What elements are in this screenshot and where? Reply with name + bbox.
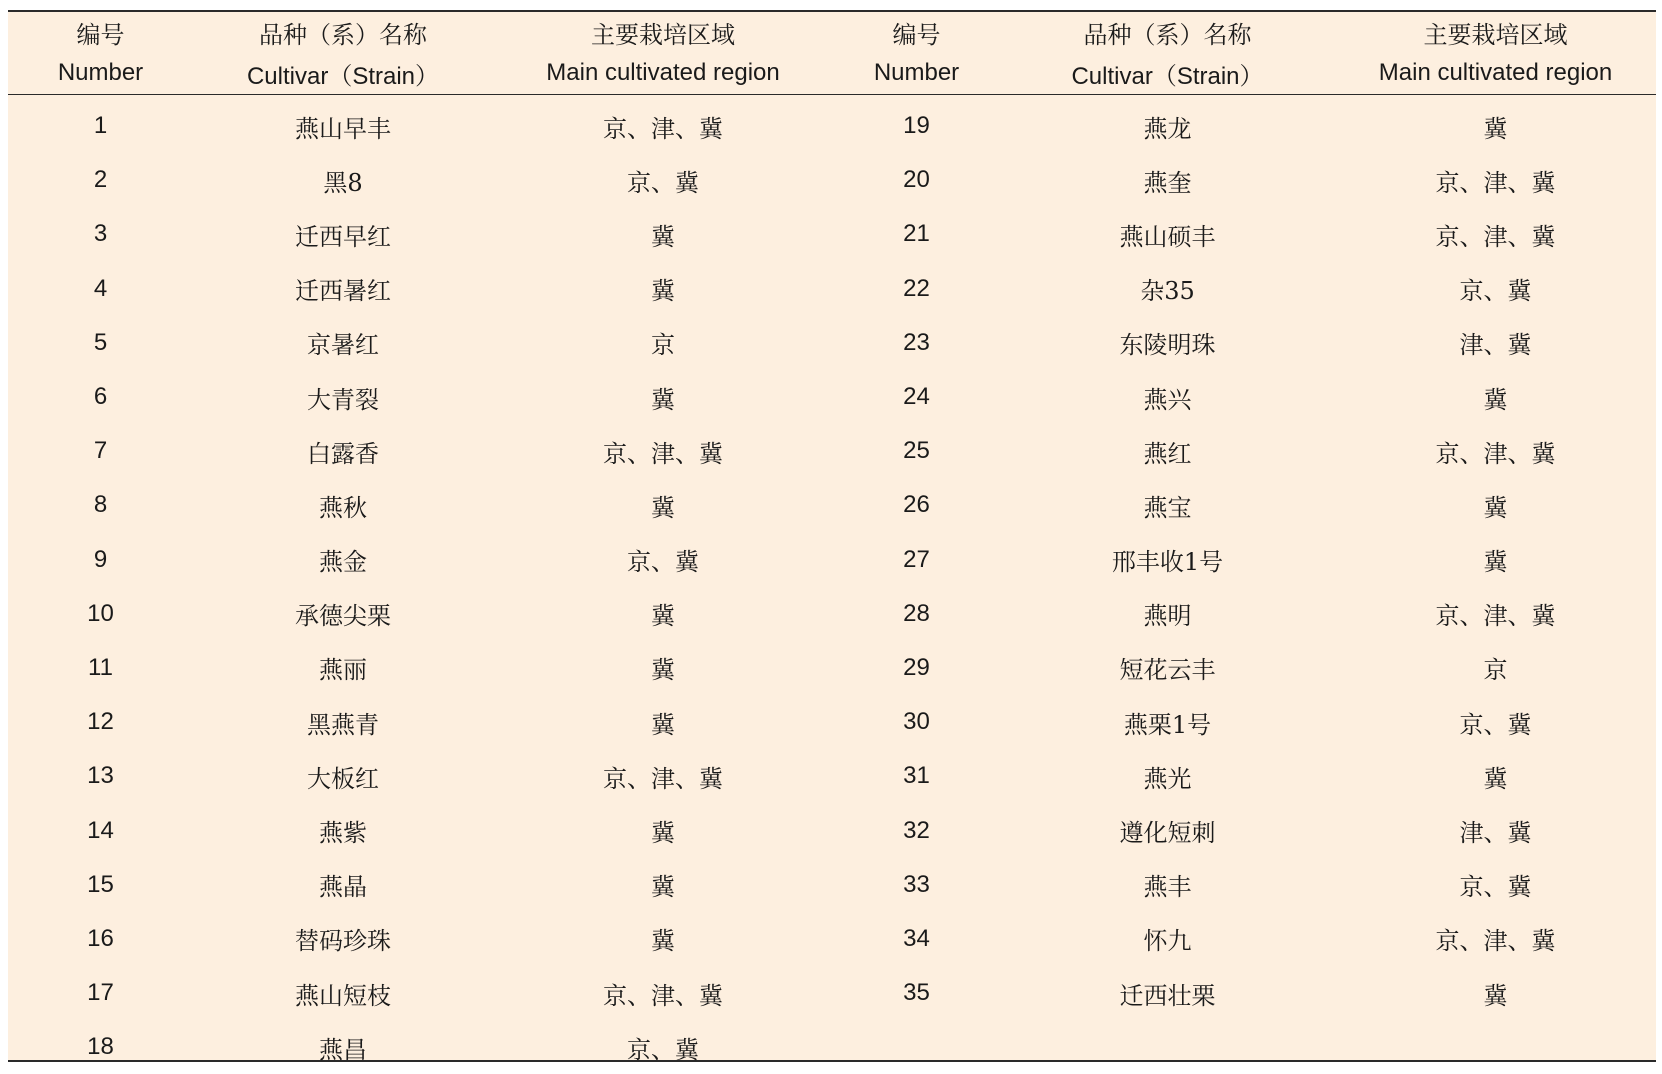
cell-cultivar-right: 燕龙 [1000,95,1335,154]
cell-number: 13 [8,749,193,803]
cell-region-right: 冀 [1335,966,1656,1020]
header-region-cn-right: 主要栽培区域 [1335,12,1656,52]
cell-cultivar: 燕秋 [193,478,493,532]
cell-cultivar: 燕紫 [193,803,493,857]
cell-number: 8 [8,478,193,532]
table-row [8,478,1656,532]
cell-region: 京、冀 [493,153,833,207]
cell-region: 京 [493,316,833,370]
cell-cultivar-right: 东陵明珠 [1000,316,1335,370]
table-row [8,966,1656,1020]
cell-region: 京、津、冀 [493,424,833,478]
cell-cultivar-right: 怀九 [1000,912,1335,966]
cell-region: 京、津、冀 [493,749,833,803]
cell-cultivar: 燕昌 [193,1020,493,1074]
header-number-en-right: Number [833,52,1000,95]
table-row [8,695,1656,749]
cell-number-right: 22 [833,262,1000,316]
table-row [8,424,1656,478]
cell-number-right: 24 [833,370,1000,424]
cell-cultivar-right: 燕光 [1000,749,1335,803]
cell-cultivar: 大青裂 [193,370,493,424]
cell-number-right: 30 [833,695,1000,749]
table-row [8,95,1656,154]
cell-cultivar: 承德尖栗 [193,587,493,641]
cell-cultivar: 燕山早丰 [193,95,493,154]
cell-number-right: 34 [833,912,1000,966]
cell-number: 7 [8,424,193,478]
cell-region: 冀 [493,370,833,424]
cell-cultivar: 黑8 [193,153,493,207]
cell-number-right: 27 [833,533,1000,587]
cell-region-right: 冀 [1335,749,1656,803]
cell-number-right: 29 [833,641,1000,695]
cell-region: 京、津、冀 [493,966,833,1020]
cell-cultivar-right: 短花云丰 [1000,641,1335,695]
cell-region: 冀 [493,641,833,695]
cell-number: 3 [8,207,193,261]
cell-region-right: 冀 [1335,95,1656,154]
header-number-cn: 编号 [8,12,193,52]
cell-cultivar: 迁西早红 [193,207,493,261]
cell-cultivar: 京暑红 [193,316,493,370]
cell-cultivar-right [1000,1020,1335,1074]
cell-cultivar: 燕金 [193,533,493,587]
cell-cultivar-right: 燕宝 [1000,478,1335,532]
cell-region-right: 津、冀 [1335,316,1656,370]
table-row [8,1020,1656,1074]
cell-number-right: 35 [833,966,1000,1020]
cell-cultivar-right: 燕奎 [1000,153,1335,207]
cell-region-right: 京、冀 [1335,695,1656,749]
cell-number-right: 26 [833,478,1000,532]
cell-cultivar-right: 遵化短刺 [1000,803,1335,857]
cell-number-right: 23 [833,316,1000,370]
cell-region-right: 京、津、冀 [1335,207,1656,261]
cell-cultivar: 白露香 [193,424,493,478]
table-row [8,749,1656,803]
cell-number-right: 32 [833,803,1000,857]
cell-number-right: 28 [833,587,1000,641]
cell-region: 冀 [493,262,833,316]
cell-number: 9 [8,533,193,587]
cell-number: 18 [8,1020,193,1074]
cell-region-right: 津、冀 [1335,803,1656,857]
cell-cultivar-right: 燕明 [1000,587,1335,641]
cell-number: 4 [8,262,193,316]
table-row [8,587,1656,641]
cell-region-right: 京、津、冀 [1335,587,1656,641]
table-header [8,12,1656,95]
header-number-en: Number [8,52,193,95]
cell-region: 冀 [493,912,833,966]
header-cultivar-en-right: Cultivar（Strain） [1000,52,1335,95]
cell-cultivar-right: 邢丰收1号 [1000,533,1335,587]
cell-cultivar: 迁西暑红 [193,262,493,316]
cell-region-right: 冀 [1335,533,1656,587]
cell-region-right: 京、冀 [1335,262,1656,316]
cell-region: 冀 [493,858,833,912]
header-cultivar-cn-right: 品种（系）名称 [1000,12,1335,52]
cell-number-right [833,1020,1000,1074]
cell-number: 14 [8,803,193,857]
table-row [8,207,1656,261]
cell-cultivar: 替码珍珠 [193,912,493,966]
cell-region-right: 京、津、冀 [1335,424,1656,478]
cell-region: 冀 [493,695,833,749]
cell-cultivar-right: 燕丰 [1000,858,1335,912]
cell-number: 6 [8,370,193,424]
cell-cultivar-right: 燕红 [1000,424,1335,478]
cell-number: 10 [8,587,193,641]
cell-region-right: 京 [1335,641,1656,695]
cell-number-right: 20 [833,153,1000,207]
cell-number-right: 25 [833,424,1000,478]
cell-number-right: 33 [833,858,1000,912]
table-row [8,370,1656,424]
header-number-cn-right: 编号 [833,12,1000,52]
cell-number-right: 31 [833,749,1000,803]
cell-number: 16 [8,912,193,966]
cell-region-right: 冀 [1335,478,1656,532]
table-row [8,533,1656,587]
table-row [8,803,1656,857]
cell-region-right: 冀 [1335,370,1656,424]
cell-region: 冀 [493,803,833,857]
cell-cultivar-right: 迁西壮栗 [1000,966,1335,1020]
cell-cultivar: 黑燕青 [193,695,493,749]
table-row [8,262,1656,316]
cell-number: 11 [8,641,193,695]
cell-region-right: 京、冀 [1335,858,1656,912]
cultivar-table-container [8,10,1656,1062]
cell-cultivar: 燕山短枝 [193,966,493,1020]
table-row [8,912,1656,966]
cell-region-right: 京、津、冀 [1335,153,1656,207]
cell-cultivar: 燕丽 [193,641,493,695]
table-row [8,858,1656,912]
table-row [8,153,1656,207]
cell-cultivar: 大板红 [193,749,493,803]
cell-region: 冀 [493,587,833,641]
cell-number: 17 [8,966,193,1020]
cell-cultivar: 燕晶 [193,858,493,912]
header-region-en-right: Main cultivated region [1335,52,1656,95]
cell-number: 2 [8,153,193,207]
cell-region: 冀 [493,478,833,532]
cell-region: 冀 [493,207,833,261]
cell-cultivar-right: 燕栗1号 [1000,695,1335,749]
cell-region: 京、冀 [493,1020,833,1074]
cell-number: 15 [8,858,193,912]
cell-number: 1 [8,95,193,154]
cell-cultivar-right: 燕兴 [1000,370,1335,424]
header-cultivar-cn: 品种（系）名称 [193,12,493,52]
header-row-chinese [8,12,1656,52]
cell-number: 12 [8,695,193,749]
header-region-en: Main cultivated region [493,52,833,95]
cell-number-right: 21 [833,207,1000,261]
cell-region-right: 京、津、冀 [1335,912,1656,966]
cell-number: 5 [8,316,193,370]
table-row [8,316,1656,370]
header-row-english [8,52,1656,95]
cell-region-right [1335,1020,1656,1074]
cell-cultivar-right: 杂35 [1000,262,1335,316]
cultivar-table [8,12,1656,1074]
header-region-cn: 主要栽培区域 [493,12,833,52]
table-row [8,641,1656,695]
cell-region: 京、津、冀 [493,95,833,154]
cell-cultivar-right: 燕山硕丰 [1000,207,1335,261]
cell-region: 京、冀 [493,533,833,587]
header-cultivar-en: Cultivar（Strain） [193,52,493,95]
cell-number-right: 19 [833,95,1000,154]
table-body [8,95,1656,1074]
